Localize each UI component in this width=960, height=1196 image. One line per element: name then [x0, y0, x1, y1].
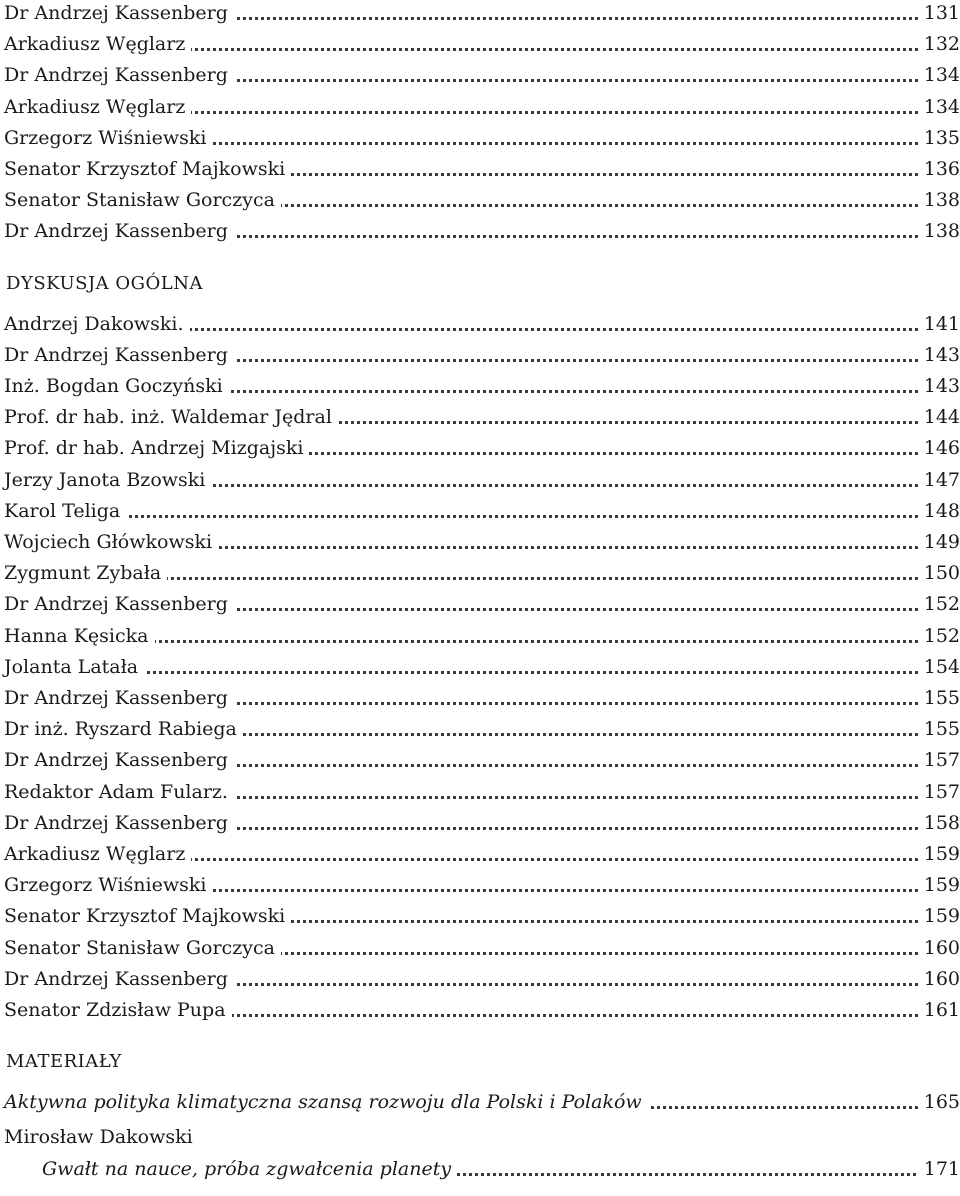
toc-entry — [4, 964, 960, 994]
toc-entry-name: Dr Andrzej Kassenberg — [4, 808, 234, 838]
toc-entry-name: Dr Andrzej Kassenberg — [4, 340, 234, 370]
toc-entry-page: 154 — [918, 652, 960, 682]
toc-entry-name: Grzegorz Wiśniewski — [4, 123, 212, 153]
toc-entry — [4, 652, 960, 682]
toc-entry-page: 131 — [918, 0, 960, 28]
toc-entry — [4, 527, 960, 557]
toc-entry-name: Dr Andrzej Kassenberg — [4, 0, 234, 28]
toc-entry-page: 149 — [918, 527, 960, 557]
toc-entry-name: Redaktor Adam Fularz. — [4, 777, 234, 807]
toc-entry-name: Senator Krzysztof Majkowski — [4, 901, 291, 931]
toc-entry-name: Senator Stanisław Gorczyca — [4, 185, 281, 215]
toc-entry — [4, 433, 960, 463]
toc-entry — [4, 933, 960, 963]
toc-entry-page: 144 — [918, 402, 960, 432]
toc-entry-page: 143 — [918, 340, 960, 370]
toc-entry — [4, 123, 960, 153]
toc-entry — [4, 60, 960, 90]
toc-entry-name: Dr inż. Ryszard Rabiega — [4, 714, 243, 744]
toc-entry — [4, 29, 960, 59]
toc-entry-page: 147 — [918, 465, 960, 495]
toc-entry — [4, 0, 960, 28]
toc-entry — [4, 621, 960, 651]
toc-entry — [4, 496, 960, 526]
toc-entry-page: 135 — [918, 123, 960, 153]
toc-entry — [4, 92, 960, 122]
toc-entry — [4, 901, 960, 931]
toc-entry — [4, 216, 960, 246]
toc-entry-name: Dr Andrzej Kassenberg — [4, 745, 234, 775]
toc-entry — [42, 1154, 960, 1184]
toc-entry — [4, 371, 960, 401]
toc-entry-name: Dr Andrzej Kassenberg — [4, 964, 234, 994]
toc-entry-name: Hanna Kęsicka — [4, 621, 155, 651]
toc-entry-name: Arkadiusz Węglarz — [4, 92, 191, 122]
toc-entry-page: 148 — [918, 496, 960, 526]
toc-entry-page: 159 — [918, 901, 960, 931]
toc-entry-name: Karol Teliga — [4, 496, 126, 526]
toc-entry-name: Senator Zdzisław Pupa — [4, 995, 232, 1025]
toc-entry-page: 160 — [918, 964, 960, 994]
toc-entry-page: 171 — [918, 1154, 960, 1184]
toc-entry — [4, 714, 960, 744]
toc-entry-name: Dr Andrzej Kassenberg — [4, 216, 234, 246]
author-name: Mirosław Dakowski — [4, 1126, 193, 1149]
toc-entry — [4, 558, 960, 588]
toc-entry-page: 134 — [918, 60, 960, 90]
toc-entry-page: 132 — [918, 29, 960, 59]
toc-entry — [4, 777, 960, 807]
toc-entry-page: 141 — [918, 309, 960, 339]
toc-entry — [4, 309, 960, 339]
toc-entry-name: Arkadiusz Węglarz — [4, 29, 191, 59]
toc-entry — [4, 808, 960, 838]
toc-entry-page: 161 — [918, 995, 960, 1025]
toc-entry-page: 143 — [918, 371, 960, 401]
toc-entry-name: Senator Stanisław Gorczyca — [4, 933, 281, 963]
toc-entry — [4, 1087, 960, 1117]
toc-entry-name: Andrzej Dakowski. — [4, 309, 190, 339]
toc-entry — [4, 839, 960, 869]
toc-entry-page: 160 — [918, 933, 960, 963]
toc-entry-page: 136 — [918, 154, 960, 184]
toc-entry-page: 152 — [918, 621, 960, 651]
toc-entry-page: 159 — [918, 839, 960, 869]
toc-entry-name: Aktywna polityka klimatyczna szansą rozwoju dla Polski i Polaków — [4, 1087, 648, 1117]
toc-entry — [4, 402, 960, 432]
toc-entry-name: Dr Andrzej Kassenberg — [4, 683, 234, 713]
toc-entry-name: Jerzy Janota Bzowski — [4, 465, 211, 495]
toc-entry-name: Jolanta Latała — [4, 652, 144, 682]
toc-entry — [4, 745, 960, 775]
toc-entry-page: 152 — [918, 589, 960, 619]
toc-entry — [4, 589, 960, 619]
toc-entry-page: 134 — [918, 92, 960, 122]
toc-entry-page: 150 — [918, 558, 960, 588]
section-heading: MATERIAŁY — [6, 1051, 122, 1073]
toc-entry — [4, 683, 960, 713]
toc-entry-name: Dr Andrzej Kassenberg — [4, 589, 234, 619]
toc-entry-page: 158 — [918, 808, 960, 838]
toc-entry — [4, 465, 960, 495]
toc-entry-page: 155 — [918, 683, 960, 713]
toc-entry-page: 159 — [918, 870, 960, 900]
toc-entry-name: Prof. dr hab. Andrzej Mizgajski — [4, 433, 309, 463]
toc-entry-name: Inż. Bogdan Goczyński — [4, 371, 229, 401]
toc-entry — [4, 870, 960, 900]
dot-leader — [4, 515, 960, 518]
toc-entry-page: 138 — [918, 216, 960, 246]
toc-entry-page: 165 — [918, 1087, 960, 1117]
toc-entry-page: 157 — [918, 777, 960, 807]
toc-entry — [4, 154, 960, 184]
toc-entry-page: 138 — [918, 185, 960, 215]
toc-entry-page: 146 — [918, 433, 960, 463]
toc-entry — [4, 185, 960, 215]
toc-entry-page: 155 — [918, 714, 960, 744]
toc-entry — [4, 340, 960, 370]
toc-entry — [4, 995, 960, 1025]
toc-entry-name: Prof. dr hab. inż. Waldemar Jędral — [4, 402, 338, 432]
toc-entry-name: Wojciech Główkowski — [4, 527, 218, 557]
section-heading: DYSKUSJA OGÓLNA — [6, 272, 203, 294]
toc-entry-name: Grzegorz Wiśniewski — [4, 870, 212, 900]
toc-entry-page: 157 — [918, 745, 960, 775]
toc-entry-name: Dr Andrzej Kassenberg — [4, 60, 234, 90]
toc-entry-name: Gwałt na nauce, próba zgwałcenia planety — [42, 1154, 457, 1184]
toc-entry-name: Arkadiusz Węglarz — [4, 839, 191, 869]
dot-leader — [4, 671, 960, 674]
toc-entry-name: Zygmunt Zybała — [4, 558, 167, 588]
toc-entry-name: Senator Krzysztof Majkowski — [4, 154, 291, 184]
